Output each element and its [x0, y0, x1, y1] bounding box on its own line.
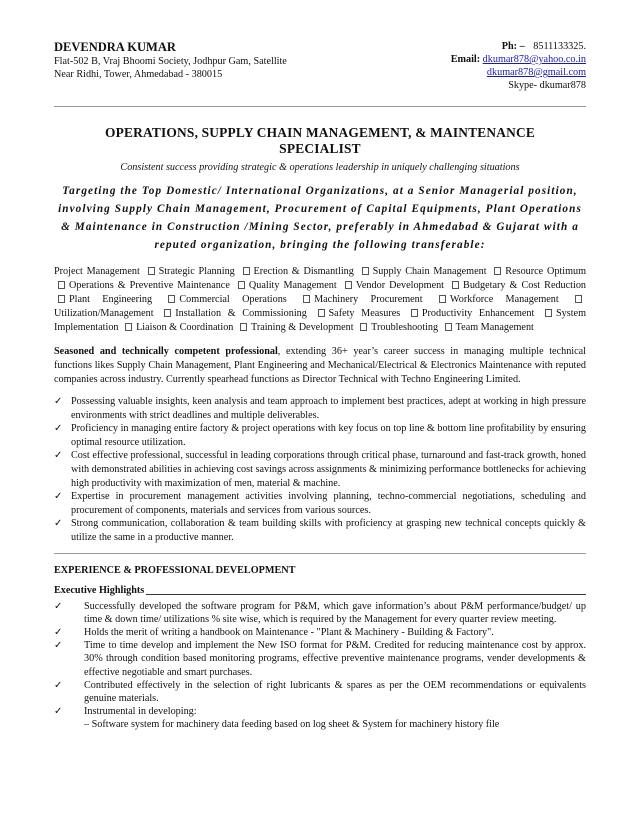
experience-heading: EXPERIENCE & PROFESSIONAL DEVELOPMENT [54, 564, 296, 576]
checklist-item [54, 705, 586, 718]
bullet-box-icon [362, 267, 369, 275]
headline-line-2: SPECIALIST [279, 141, 361, 156]
checklist-item [54, 449, 586, 490]
highlights-underline [146, 584, 586, 595]
keyword-item: Budgetary & Cost Reduction [463, 280, 587, 291]
career-target: Targeting the Top Domestic/ International Organizations, at a Senior Managerial position, involving Supply Chain Management, Procurement of Capital Equipments, Plant Operations & Maintenance in Construction /Mining Sector, preferably in Ahmedabad & Gujarat with a reputed organization, bringing the following transferable: [58, 185, 582, 251]
summary-text: , extending 36+ year’s career success in managing multiple technical functions likes Supply Chain Management, Plant Engineering and Mechanical/Electrical & Electronics Maintenance with reputed companies across industry. Currently spearhead functions as Director Technical with Techno Engineering Limited. [54, 346, 586, 385]
bullet-box-icon [243, 267, 250, 275]
checklist-item [54, 395, 586, 422]
bullet-box-icon [58, 281, 65, 289]
checklist-text: Holds the merit of writing a handbook on Maintenance - "Plant & Machinery - Building & Factory". [84, 626, 494, 638]
keyword-item: Project Management [54, 266, 140, 277]
bullet-box-icon [58, 295, 65, 303]
strengths-list [54, 395, 586, 545]
checklist-text: Contributed effectively in the selection of right lubricants & spares as per the OEM recommendations or equivalents genuine materials. [84, 679, 586, 704]
checkmark-icon: ✓ [54, 706, 63, 718]
bullet-box-icon [494, 267, 501, 275]
highlights-heading [54, 584, 586, 598]
bullet-box-icon [238, 281, 245, 289]
keyword-item: Operations & Preventive Maintenance [69, 280, 230, 291]
checklist-text: Successfully developed the software program for P&M, which gave information’s about P&M performance/budget/ up time & down time/ utilizations % site wise, which is required by the Management for every quarter review meeting. [84, 600, 586, 625]
keyword-item: Training & Development [250, 322, 354, 333]
keyword-item: Machinery Procurement [314, 294, 423, 305]
address-line-1: Flat-502 B, Vraj Bhoomi Society, Jodhpur Gam, Satellite [54, 56, 287, 67]
checklist-item [54, 422, 586, 449]
phone-number: 8511133325. [533, 41, 586, 52]
bullet-box-icon [168, 295, 175, 303]
checkmark-icon: ✓ [54, 679, 63, 691]
keyword-item: Troubleshooting [371, 322, 439, 333]
candidate-name: DEVENDRA KUMAR [54, 40, 176, 54]
checklist-text: Expertise in procurement management activities involving planning, techno-commercial negotiations, scheduling and procurement of components, materials and services from various sources. [71, 491, 586, 516]
address-line-2: Near Ridhi, Tower, Ahmedabad - 380015 [54, 69, 223, 80]
bullet-box-icon [303, 295, 310, 303]
highlights-label: Executive Highlights [54, 584, 145, 596]
keyword-item: Resource Optimum [505, 266, 587, 277]
email-line [451, 53, 586, 66]
bullet-box-icon [318, 309, 325, 317]
resume-page [54, 40, 586, 732]
keyword-item: Quality Management [248, 280, 337, 291]
keyword-item: Plant Engineering [69, 294, 153, 305]
checklist-item [54, 626, 586, 639]
bullet-box-icon [575, 295, 582, 303]
header-divider [54, 106, 586, 107]
summary-paragraph [54, 345, 586, 387]
checklist-text: Cost effective professional, successful in leading corporations through critical phase, turnaround and fast-track growth, honed with demonstrated abilities in achieving cost savings across assignments & minimizing performance bottlenecks for achieving high productivity with maximization of men, material & machine. [71, 450, 586, 489]
checklist-item [54, 639, 586, 679]
checkmark-icon: ✓ [54, 450, 63, 462]
keyword-list [54, 265, 586, 335]
keyword-item: Utilization/Management [54, 308, 154, 319]
checkmark-icon: ✓ [54, 396, 63, 407]
checkmark-icon: ✓ [54, 626, 63, 638]
contact-header [54, 40, 586, 100]
bullet-box-icon [345, 281, 352, 289]
bullet-box-icon [452, 281, 459, 289]
keyword-item: Erection & Dismantling [253, 266, 354, 277]
bullet-box-icon [164, 309, 171, 317]
highlights-list [54, 600, 586, 719]
checklist-item [54, 517, 586, 544]
checklist-item [54, 490, 586, 517]
bullet-box-icon [240, 323, 247, 331]
bullet-box-icon [445, 323, 452, 331]
checklist-text: Strong communication, collaboration & team building skills with proficiency at grasping new technical concepts quickly & utilize the same in a productive manner. [71, 518, 586, 543]
bullet-box-icon [411, 309, 418, 317]
bullet-box-icon [439, 295, 446, 303]
keyword-item: Workforce Management [449, 294, 559, 305]
contact-left [54, 40, 287, 81]
summary-lead: Seasoned and technically competent professional [54, 346, 278, 357]
checklist-text: Instrumental in developing: [84, 706, 197, 718]
highlight-last-line: – Software system for machinery data feeding based on log sheet & System for machinery history file [84, 719, 500, 731]
keyword-item: Safety Measures [328, 308, 401, 319]
keyword-item: Commercial Operations [179, 294, 287, 305]
keyword-item: Vendor Development [355, 280, 445, 291]
bullet-box-icon [148, 267, 155, 275]
keyword-item: Installation & Commissioning [175, 308, 307, 319]
section-divider [54, 553, 586, 554]
checklist-text: Time to time develop and implement the New ISO format for P&M. Credited for reducing maintenance cost by approx. 30% through condition based monitoring programs, effective preventive maintenance programs, vender developments & effective negotiable and smart purchases. [84, 640, 586, 678]
email-link-1[interactable]: dkumar878@yahoo.co.in [482, 54, 586, 65]
keyword-item: Team Management [455, 322, 534, 333]
headline-title [54, 125, 586, 157]
keyword-item: Productivity Enhancement [421, 308, 535, 319]
checkmark-icon: ✓ [54, 640, 63, 652]
bullet-box-icon [360, 323, 367, 331]
checkmark-icon: ✓ [54, 423, 63, 435]
bullet-box-icon [125, 323, 132, 331]
phone-label: Ph: – [501, 41, 525, 52]
checkmark-icon: ✓ [54, 518, 63, 530]
checkmark-icon: ✓ [54, 600, 63, 612]
contact-right [451, 40, 586, 92]
checklist-text: Possessing valuable insights, keen analysis and team approach to implement best practices, adept at working in high pressure environments with strict deadlines and multiple deliverables. [71, 396, 586, 421]
keyword-item: Supply Chain Management [372, 266, 487, 277]
checklist-text: Proficiency in managing entire factory & project operations with key focus on top line & bottom line profitability by ensuring optimal resource utilization. [71, 423, 586, 448]
headline-line-1: OPERATIONS, SUPPLY CHAIN MANAGEMENT, & MAINTENANCE [105, 125, 535, 140]
bullet-box-icon [545, 309, 552, 317]
tagline: Consistent success providing strategic & operations leadership in uniquely challenging situations [120, 162, 520, 173]
keyword-item: Strategic Planning [158, 266, 235, 277]
keyword-item: Liaison & Coordination [136, 322, 234, 333]
email-label: Email: [450, 54, 481, 65]
checkmark-icon: ✓ [54, 491, 63, 503]
phone-line [451, 40, 586, 53]
checklist-item [54, 600, 586, 626]
checklist-item [54, 679, 586, 705]
keyword-item: System Implementation [54, 308, 587, 333]
email-link-2[interactable]: dkumar878@gmail.com [486, 67, 586, 78]
skype-id: Skype- dkumar878 [508, 80, 586, 91]
